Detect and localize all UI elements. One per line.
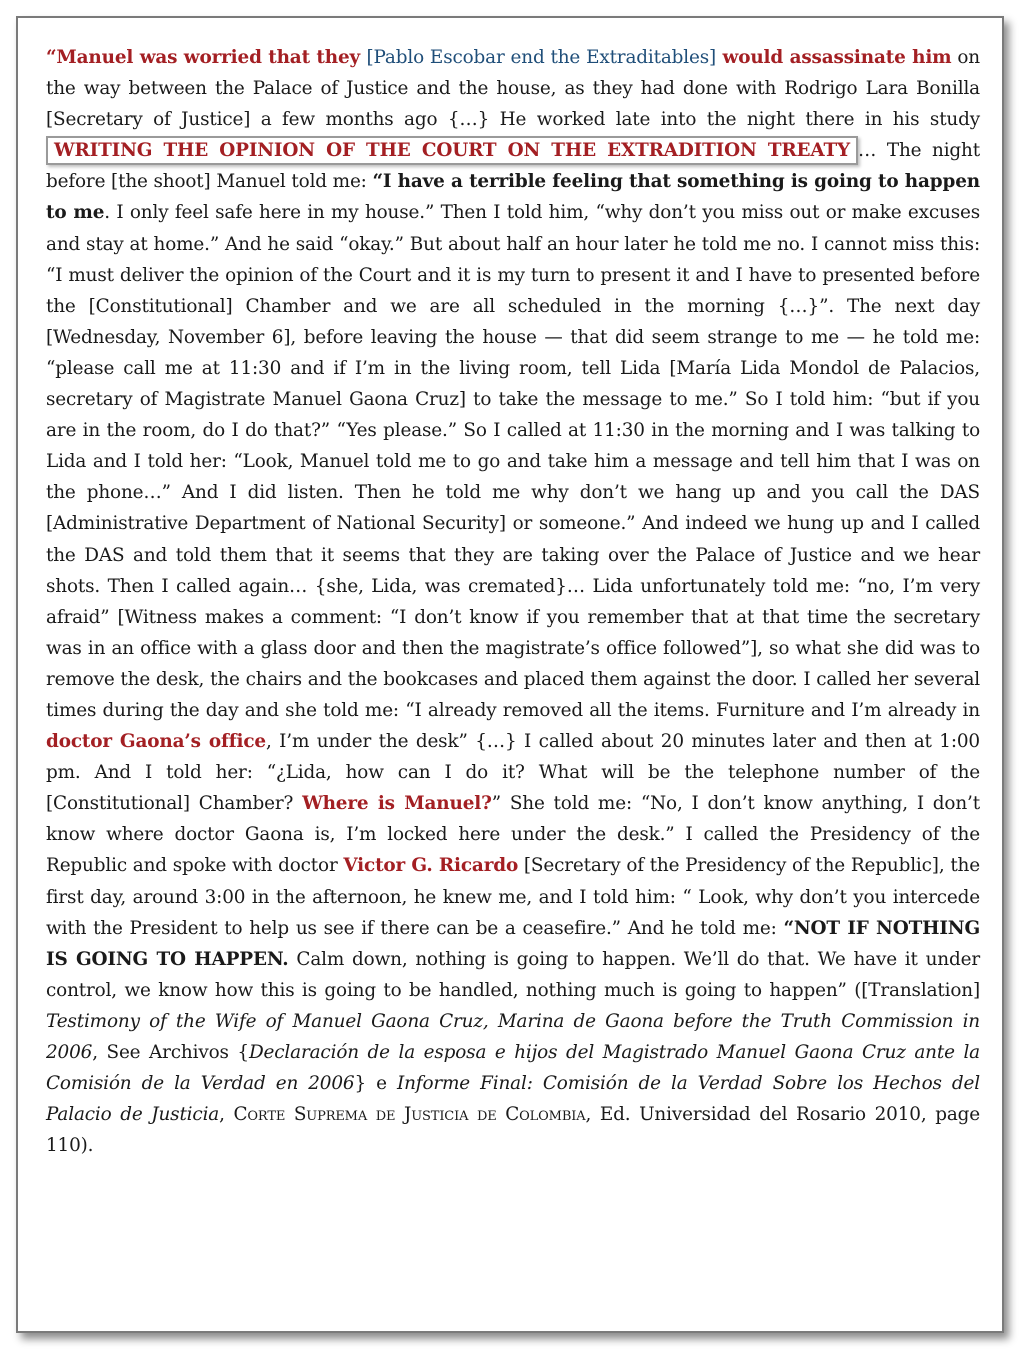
document-page: [16, 16, 1004, 1333]
extradition-treaty-callout: WRITING THE OPINION OF THE COURT ON THE EXTRADITION TREATY: [46, 136, 858, 165]
victor-ricardo-highlight: Victor G. Ricardo: [343, 855, 519, 877]
citation-text-segment: ,: [219, 1104, 234, 1126]
quote-text-segment: . I only feel safe here in my house.” Then I told him, “why don’t you miss out or make excuses and stay at home.” And he said “okay.” But about half an hour later he told me no. I cannot miss this: “I must deliver the opinion of the Court and it is my turn to present it and I have to presented before the [Constitutional] Chamber and we are all scheduled in the morning {…}”. The next day [Wednesday, November 6], before leaving the house — that did seem strange to me — he told me: “please call me at 11:30 and if I’m in the living room, tell Lida [María Lida Mondol de Palacios, secretary of Magistrate Manuel Gaona Cruz] to take the message to me.” So I told him: “but if you are in the room, do I do that?” “Yes please.” So I called at 11:30 in the morning and I was talking to Lida and I told her: “Look, Manuel told me to go and take him a message and tell him that I was on the phone…” And I did listen. Then he told me why don’t we hang up and you call the DAS [Administrative Department of National Security] or someone.” And indeed we hung up and I called the DAS and told them that it seems that they are taking over the Palace of Justice and we hear shots. Then I called again… {she, Lida, was cremated}… Lida unfortunately told me: “no, I’m very afraid” [Witness makes a comment: “I don’t know if you remember that at that time the secretary was in an office with a glass door and then the magistrate’s office followed”], so what she did was to remove the desk, the chairs and the bookcases and placed them against the door. I called her several times during the day and she told me: “I already removed all the items. Furniture and I’m already in: [46, 202, 981, 721]
citation-report-title: Informe Final: Comisión de la Verdad Sobre los Hechos del Palacio de Justicia: [46, 1073, 981, 1126]
citation-publisher: , Ed. Universidad del Rosario 2010, page 110).: [46, 1104, 980, 1157]
quote-text-segment: … The night before [the shoot] Manuel told me:: [46, 140, 980, 193]
quote-text-segment: , I’m under the desk” {…} I called about 20 minutes later and then at 1:00 pm. And I told her: “¿Lida, how can I do it? What will be the telephone number of the [Constitutional] Chamber?: [46, 731, 980, 815]
quote-text-segment: [Secretary of the Presidency of the Republic], the first day, around 3:00 in the afternoon, he knew me, and I told him: “ Look, why don’t you intercede with the President to help us see if there can be a ceasefire.” And he told me:: [46, 855, 980, 939]
quote-text-segment: ” She told me: “No, I don’t know anything, I don’t know where doctor Gaona is, I’m locked here under the desk.” I called the Presidency of the Republic and spoke with doctor: [46, 793, 980, 877]
citation-court-name: Corte Suprema de Justicia de Colombia: [233, 1104, 586, 1126]
assassinate-highlight: would assassinate him: [716, 47, 952, 68]
not-if-nothing-emphasis: “NOT IF NOTHING IS GOING TO HAPPEN.: [46, 917, 980, 970]
quote-text-segment: on the way between the Palace of Justice and the house, as they had done with Rodrigo Lara Bonilla [Secretary of Justice] a few months ago {…} He worked late into the night there in his study: [46, 47, 980, 131]
terrible-feeling-emphasis: “I have a terrible feeling that something is going to happen to me: [46, 171, 980, 224]
gaona-office-highlight: doctor Gaona’s office: [46, 731, 266, 753]
escobar-bracket-note: [Pablo Escobar end the Extraditables]: [366, 47, 717, 68]
where-is-manuel-highlight: Where is Manuel?: [302, 793, 492, 815]
citation-testimony-title: Testimony of the Wife of Manuel Gaona Cruz, Marina de Gaona before the Truth Commission in 2006: [46, 1010, 980, 1063]
testimony-quote: [46, 42, 980, 1161]
quote-opening-highlight: “Manuel was worried that they: [46, 47, 367, 68]
citation-text-segment: } e: [354, 1073, 397, 1095]
quote-text-segment: Calm down, nothing is going to happen. We’ll do that. We have it under control, we know how this is going to be handled, nothing much is going to happen” ([Translation]: [46, 948, 980, 1001]
citation-text-segment: , See Archivos {: [92, 1042, 249, 1063]
citation-declaration-title: Declaración de la esposa e hijos del Magistrado Manuel Gaona Cruz ante la Comisión de la Verdad en 2006: [46, 1042, 980, 1095]
